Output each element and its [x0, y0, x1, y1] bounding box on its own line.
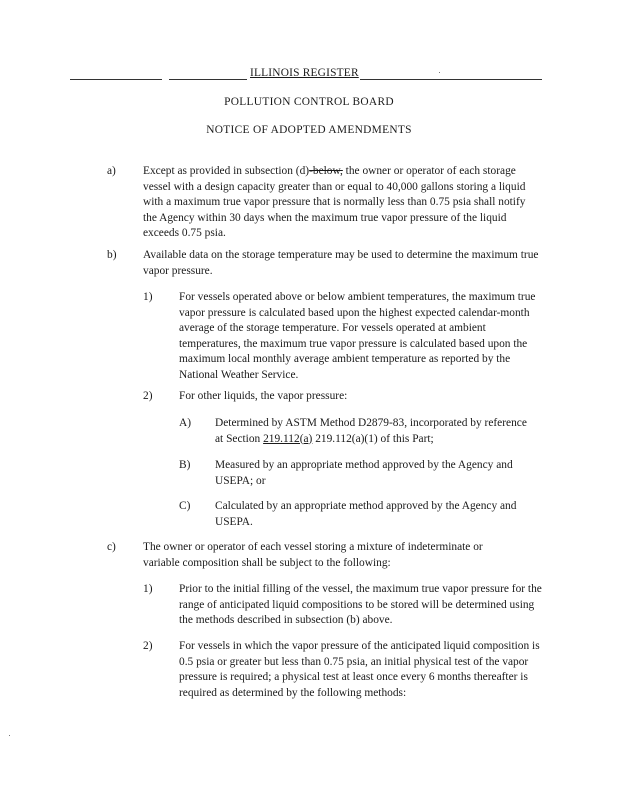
section-a-text-before: Except as provided in subsection (d)	[143, 165, 310, 177]
section-c1-text: Prior to the initial filling of the vessel, the maximum true vapor pressure for the range of anticipated liquid compositions to be stored will be determined using the methods described in subsection (b) above.	[179, 583, 542, 626]
section-b2B-text: Measured by an appropriate method approved by the Agency and USEPA; or	[215, 459, 513, 487]
section-b1-label: 1)	[143, 291, 153, 303]
section-a-text	[143, 164, 541, 242]
scan-speck	[439, 72, 440, 73]
section-b-text: Available data on the storage temperature may be used to determine the maximum true vapor pressure.	[143, 249, 539, 277]
header-rule-right	[360, 79, 542, 80]
section-b2A-text-before: Determined by ASTM Method D2879-83, incorporated by reference at Section	[215, 417, 527, 445]
section-a-text-after: the owner or operator of each storage vessel with a design capacity greater than or equal to 40,000 gallons storing a liquid with a maximum true vapor pressure that is normally less than 0.75 psia shall notify the Agency within 30 days when the maximum true vapor pressure of the liquid exceeds 0.75 psia.	[143, 165, 526, 239]
section-b2-label: 2)	[143, 390, 153, 402]
notice-title: NOTICE OF ADOPTED AMENDMENTS	[206, 124, 412, 136]
scan-speck	[9, 735, 10, 736]
section-a-label: a)	[107, 165, 116, 177]
section-b2A-label: A)	[179, 417, 192, 429]
section-c-text: The owner or operator of each vessel storing a mixture of indeterminate or variable composition shall be subject to the following:	[143, 541, 483, 569]
section-b2A-text	[215, 416, 533, 447]
section-b2B-label: B)	[179, 459, 191, 471]
section-b2-text: For other liquids, the vapor pressure:	[179, 390, 348, 402]
section-b2A-text-after: 219.112(a)(1) of this Part;	[312, 432, 434, 445]
section-c2-text: For vessels in which the vapor pressure of the anticipated liquid composition is 0.5 psia or greater but less than 0.75 psia, an initial physical test of the vapor pressure is required; a physical test at least once every 6 months thereafter is required as determined by the following methods:	[179, 640, 540, 699]
section-c1-label: 1)	[143, 583, 153, 595]
header-rule-left-2	[169, 79, 247, 80]
section-b-label: b)	[107, 249, 117, 261]
register-title: ILLINOIS REGISTER	[250, 67, 359, 79]
section-b2C-label: C)	[179, 500, 191, 512]
board-name: POLLUTION CONTROL BOARD	[224, 96, 394, 108]
section-a-struck-text: -below,	[309, 165, 343, 177]
section-b2C-text: Calculated by an appropriate method approved by the Agency and USEPA.	[215, 500, 517, 528]
section-b2A-underlined-text: 219.112(a)	[263, 432, 313, 445]
section-c2-label: 2)	[143, 640, 153, 652]
header-rule-left-1	[70, 79, 162, 80]
section-b1-text: For vessels operated above or below ambient temperatures, the maximum true vapor pressure is calculated based upon the highest expected calendar-month average of the storage temperature. For vessels operated at ambient temperatures, the maximum true vapor pressure is calculated based upon the maximum local monthly average ambient temperature as reported by the National Weather Service.	[179, 291, 536, 381]
section-c-label: c)	[107, 541, 116, 553]
